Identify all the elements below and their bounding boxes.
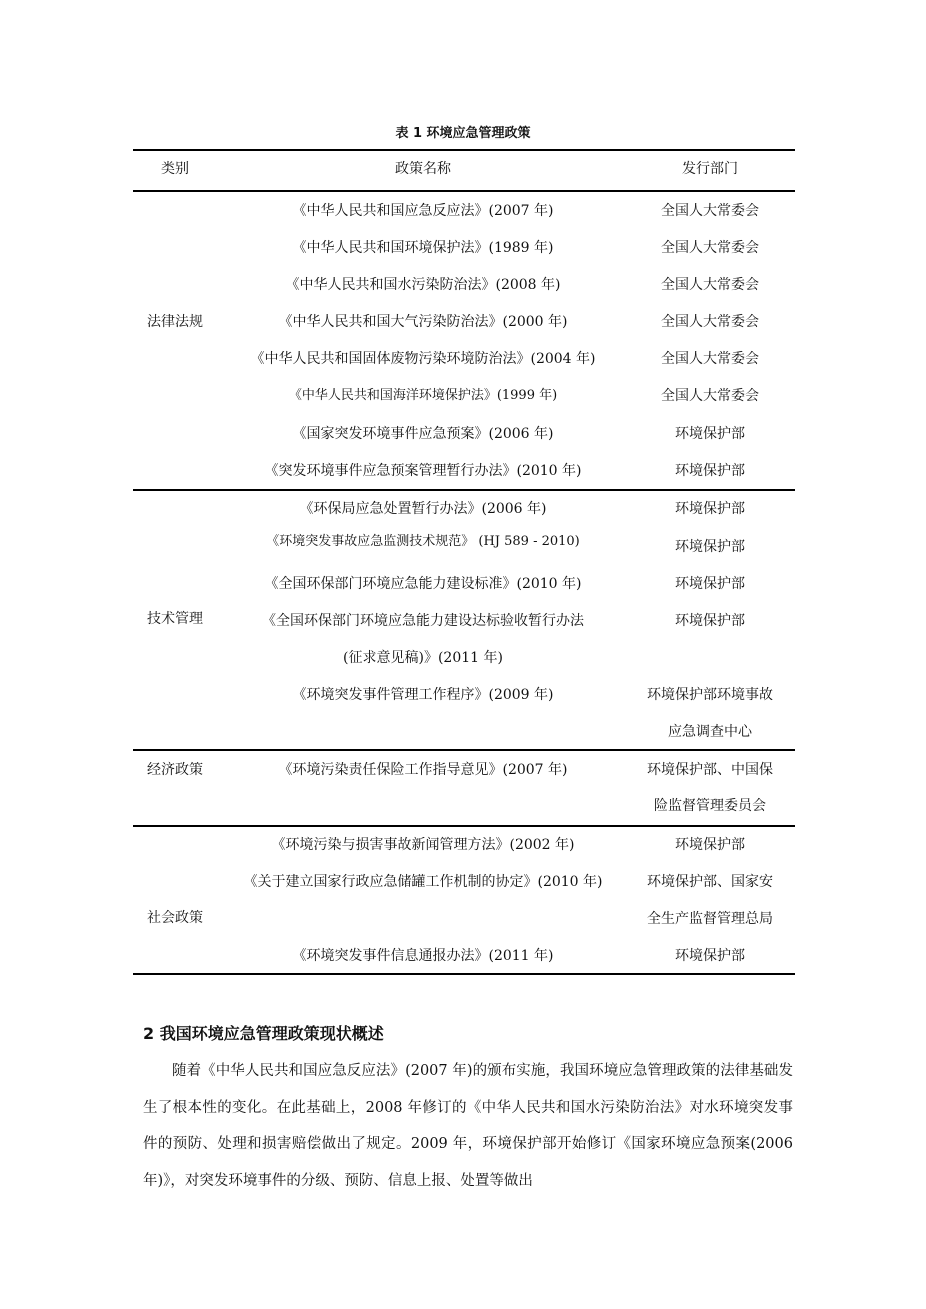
department-name: 环境保护部 — [675, 613, 745, 629]
department-name: 全国人大常委会 — [661, 388, 759, 404]
policy-name: 《中华人民共和国水污染防治法》(2008 年) — [285, 277, 561, 293]
policy-name: 《环境污染与损害事故新闻管理方法》(2002 年) — [271, 837, 575, 853]
header-rule — [133, 190, 795, 192]
department-name: 全国人大常委会 — [661, 314, 759, 330]
table-top-rule — [133, 149, 795, 151]
section-heading: 2 我国环境应急管理政策现状概述 — [143, 1024, 384, 1043]
policy-name: 《环保局应急处置暂行办法》(2006 年) — [299, 501, 547, 517]
policy-name: 《环境突发事故应急监测技术规范》 (HJ 589 - 2010) — [266, 534, 580, 549]
policy-name: 《关于建立国家行政应急储罐工作机制的协定》(2010 年) — [243, 874, 603, 890]
policy-name: 《全国环保部门环境应急能力建设标准》(2010 年) — [264, 576, 582, 592]
policy-name: 《环境突发事件信息通报办法》(2011 年) — [292, 948, 554, 964]
policy-name: 《环境突发事件管理工作程序》(2009 年) — [292, 687, 554, 703]
table-caption: 表 1 环境应急管理政策 — [395, 126, 531, 141]
department-name: 全国人大常委会 — [661, 277, 759, 293]
department-name: 全国人大常委会 — [661, 351, 759, 367]
policy-name: 《中华人民共和国环境保护法》(1989 年) — [292, 240, 554, 256]
department-name: 环境保护部 — [675, 948, 745, 964]
department-name: 应急调查中心 — [668, 724, 752, 740]
policy-name: 《中华人民共和国固体废物污染环境防治法》(2004 年) — [250, 351, 596, 367]
department-name: 环境保护部环境事故 — [647, 687, 773, 703]
department-name: 环境保护部 — [675, 463, 745, 479]
table-bottom-rule — [133, 973, 795, 975]
department-name: 环境保护部 — [675, 539, 745, 555]
group-divider — [133, 489, 795, 491]
department-name: 环境保护部、中国保 — [647, 762, 773, 778]
category-technical: 技术管理 — [147, 611, 203, 627]
body-paragraph: 随着《中华人民共和国应急反应法》(2007 年)的颁布实施，我国环境应急管理政策的法律基础发生了根本性的变化。在此基础上，2008 年修订的《中华人民共和国水污染防治法》对水环境突发事件的预防、处理和损害赔偿做出了规定。2009 年，环境保护部开始修订《国家环境应急预案(2006 年)》，对突发环境事件的分级、预防、信息上报、处置等做出 — [143, 1063, 793, 1189]
policy-name: 《中华人民共和国大气污染防治法》(2000 年) — [278, 314, 568, 330]
policy-name: 《环境污染责任保险工作指导意见》(2007 年) — [278, 762, 568, 778]
department-name: 全生产监督管理总局 — [647, 911, 773, 927]
department-name: 环境保护部 — [675, 426, 745, 442]
header-policy: 政策名称 — [395, 161, 451, 177]
header-category: 类别 — [161, 161, 189, 177]
department-name: 环境保护部 — [675, 501, 745, 517]
department-name: 环境保护部、国家安 — [647, 874, 773, 890]
group-divider — [133, 825, 795, 827]
policy-name: 《全国环保部门环境应急能力建设达标验收暂行办法 — [262, 613, 584, 629]
policy-name: 《中华人民共和国应急反应法》(2007 年) — [292, 203, 554, 219]
category-laws: 法律法规 — [147, 314, 203, 330]
policy-table — [133, 149, 795, 975]
policy-name: 《突发环境事件应急预案管理暂行办法》(2010 年) — [264, 463, 582, 479]
policy-name: 《国家突发环境事件应急预案》(2006 年) — [292, 426, 554, 442]
department-name: 险监督管理委员会 — [654, 798, 766, 814]
policy-name: (征求意见稿)》(2011 年) — [343, 650, 503, 666]
group-divider — [133, 749, 795, 751]
department-name: 全国人大常委会 — [661, 240, 759, 256]
department-name: 环境保护部 — [675, 576, 745, 592]
category-social: 社会政策 — [147, 910, 203, 926]
policy-name: 《中华人民共和国海洋环境保护法》(1999 年) — [288, 388, 558, 403]
category-economic: 经济政策 — [147, 762, 203, 778]
department-name: 环境保护部 — [675, 837, 745, 853]
header-department: 发行部门 — [682, 161, 738, 177]
department-name: 全国人大常委会 — [661, 203, 759, 219]
